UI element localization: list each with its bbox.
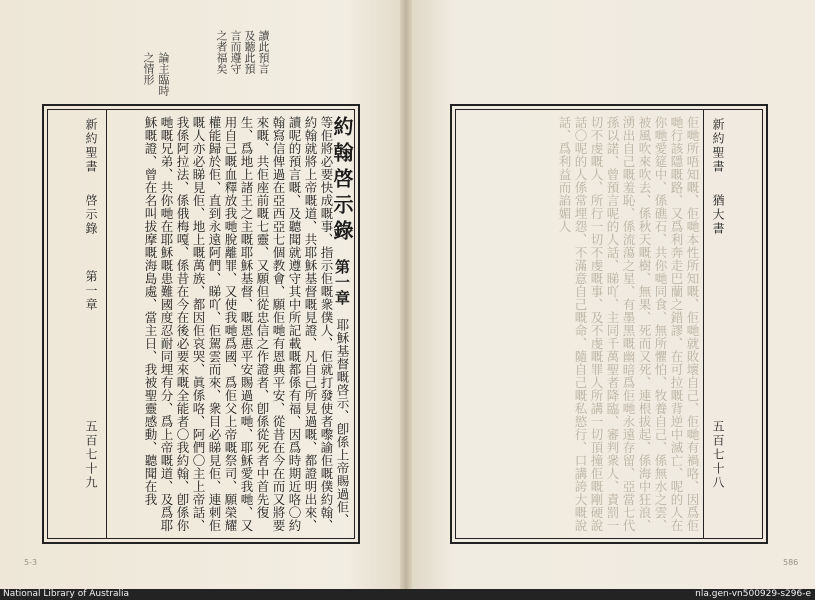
scripture-text: 耶穌基督嘅啓示、卽係上帝賜過佢、等佢將必要快成嘅事、指示佢嘅衆僕人、佢就打發使者嚟諭佢嘅僕約翰、約翰就將上帝嘅道、共耶穌基督嘅見證、凡自己所見過嘅、都證明出來、讀呢的預言嘅、及聽聞就遵守其中所記載嘅都係有福、因爲時期近咯〇約翰寫信俾過在亞西亞七個教會、願佢哋有恩典平安、從昔在今在而又將要來嘅、共佢座前嘅七靈、又願但從忠信之作證者、卽係從死者中首先復生、爲地上諸王之主嘅耶穌基督、嘅恩惠平安賜過你哋、耶穌愛我哋、又用自己嘅血釋放我哋脫離罪、又使我哋爲國、爲佢父上帝嘅祭司、願榮耀權能歸於佢、直到永遠阿們、睇吖、佢駕雲而來、衆目必睇見佢、連刺佢嘅人亦必睇見佢、地上嘅萬族、都因佢哀哭、眞係咯、阿們〇主上帝話、我係阿拉法、係俄梅嘎、係昔在今在後必要來嘅全能者〇我約翰、卽係你哋嘅兄弟、共你哋在耶穌嘅患難國度忍耐同埋有分、爲上帝嘅道、及爲耶穌嘅證、曾在名叫拔摩嘅海島處、當主日、我被聖靈感動、聽聞在我 (143, 116, 350, 532)
running-title: 新約聖書 (84, 118, 98, 174)
left-running-header (48, 110, 107, 538)
pencil-mark: 586 (783, 558, 799, 567)
right-running-header (703, 110, 762, 538)
scripture-text: 佢哋所唔知嘅、佢哋本性所知嘅、佢哋就敗壞自己、佢哋有禍咯、因爲佢哋行該隱嘅路、又爲利奔走巴蘭之錯謬、在可拉嘅背逆中滅亡、呢的人在你哋愛筵中、係礁石、共你哋同食、無所懼怕、牧養自己、係無水之雲、被風吹來吹去、係秋天嘅樹、無果、死而又死、連根拔起、係海中狂浪、湧出自己嘅羞恥、係流蕩之星、有墨黑嘅幽暗爲佢哋永遠存留、亞當七代孫以諾、曾預言呢的人話、睇吖、主同千萬聖者降臨、審判衆人、責罰一切不虔嘅人、所行一切不虔嘅事、及不虔嘅罪人所講一切頂撞佢嘅剛硬說話〇呢的人係常埋怨、不滿意自己嘅命、隨自己嘅私慾行、口講誇大嘅說話、爲利益而諂媚人 (557, 116, 700, 532)
book-gutter (400, 0, 412, 589)
margin-note: 之者福矣 (215, 30, 228, 74)
body-text (110, 116, 354, 534)
item-identifier: nla.gen-vn500929-s296-e (695, 589, 811, 599)
left-text-frame (42, 104, 360, 544)
running-section: 猶大書 (711, 194, 725, 236)
library-name: National Library of Australia (3, 589, 130, 599)
running-chapter: 第一章 (84, 270, 98, 312)
margin-note: 言而遵守 (229, 30, 242, 74)
footer-bar (0, 589, 815, 600)
right-text-frame (450, 104, 768, 544)
book-title: 約翰啓示錄 (330, 116, 354, 246)
page-number: 五百七十九 (84, 420, 98, 490)
margin-note: 及聽此預 (243, 30, 256, 74)
margin-note: 之情形 (142, 52, 155, 85)
margin-note: 論主臨時 (157, 52, 170, 96)
chapter-heading: 第一章 (333, 259, 351, 306)
margin-note: 讀此預言 (257, 30, 270, 74)
page-number: 五百七十八 (711, 420, 725, 490)
body-text (460, 116, 700, 534)
running-title: 新約聖書 (711, 118, 725, 174)
pencil-mark: 5-3 (24, 558, 38, 567)
running-section: 啓示錄 (84, 194, 98, 236)
